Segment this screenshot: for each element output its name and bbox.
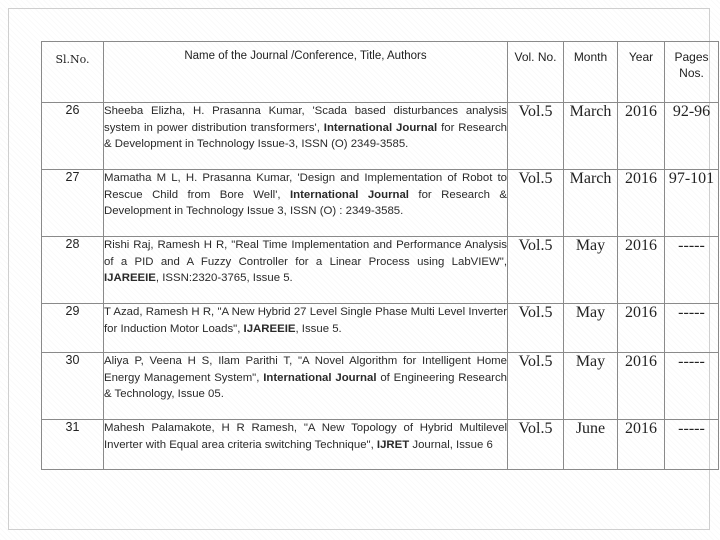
row-month: March xyxy=(564,170,618,237)
table-row xyxy=(42,353,719,420)
header-row xyxy=(42,42,719,103)
row-vol: Vol.5 xyxy=(508,353,564,420)
row-description xyxy=(104,420,508,470)
header-month: Month xyxy=(564,42,618,103)
row-pages: ----- xyxy=(665,237,719,304)
desc-text: T Azad, Ramesh H R, "A New Hybrid 27 Level Single Phase Multi Level Inverter for Induction Motor Loads", xyxy=(104,306,507,335)
header-sl-no: Sl.No. xyxy=(42,42,104,103)
row-year: 2016 xyxy=(618,420,665,470)
row-sl-no: 26 xyxy=(42,103,104,170)
row-month: March xyxy=(564,103,618,170)
table-row xyxy=(42,420,719,470)
header-year: Year xyxy=(618,42,665,103)
table-row xyxy=(42,304,719,353)
row-pages: ----- xyxy=(665,420,719,470)
row-pages: ----- xyxy=(665,353,719,420)
row-description xyxy=(104,237,508,304)
row-year: 2016 xyxy=(618,103,665,170)
row-description xyxy=(104,304,508,353)
row-year: 2016 xyxy=(618,304,665,353)
row-sl-no: 28 xyxy=(42,237,104,304)
row-pages: 97-101 xyxy=(665,170,719,237)
header-name: Name of the Journal /Conference, Title, Authors xyxy=(104,42,508,103)
row-vol: Vol.5 xyxy=(508,304,564,353)
row-vol: Vol.5 xyxy=(508,237,564,304)
desc-text: Mamatha M L, H. Prasanna Kumar, 'Design and Implementation of Robot to Rescue Child from Bore Well', xyxy=(104,172,507,201)
header-pages: Pages Nos. xyxy=(665,42,719,103)
desc-text: Rishi Raj, Ramesh H R, "Real Time Implementation and Performance Analysis of a PID and A Fuzzy Controller for a Linear Process using LabVIEW", xyxy=(104,239,507,268)
desc-text: Aliya P, Veena H S, Ilam Parithi T, "A Novel Algorithm for Intelligent Home Energy Management System", xyxy=(104,355,507,384)
table-row xyxy=(42,237,719,304)
row-year: 2016 xyxy=(618,170,665,237)
row-month: May xyxy=(564,237,618,304)
table-row xyxy=(42,170,719,237)
desc-text: Mahesh Palamakote, H R Ramesh, "A New Topology of Hybrid Multilevel Inverter with Equal area criteria switching Technique", xyxy=(104,422,507,451)
desc-text: Sheeba Elizha, H. Prasanna Kumar, 'Scada based disturbances analysis system in power distribution transformers', xyxy=(104,105,507,134)
row-pages: ----- xyxy=(665,304,719,353)
journal-name: IJAREEIE xyxy=(104,272,156,285)
row-description xyxy=(104,103,508,170)
desc-text-end: of Engineering Research & Technology, Issue 05. xyxy=(104,371,507,401)
journal-name: IJRET xyxy=(376,438,410,451)
row-vol: Vol.5 xyxy=(508,420,564,470)
journal-name: IJAREEIE xyxy=(243,322,296,335)
row-sl-no: 27 xyxy=(42,170,104,237)
row-vol: Vol.5 xyxy=(508,170,564,237)
desc-text-end: , Issue 5. xyxy=(295,322,342,335)
row-vol: Vol.5 xyxy=(508,103,564,170)
row-month: May xyxy=(564,353,618,420)
desc-text-end: Journal, Issue 6 xyxy=(409,438,493,451)
row-month: June xyxy=(564,420,618,470)
desc-text-end: for Research & Development in Technology Issue-3, ISSN (O) 2349-3585. xyxy=(104,121,508,151)
table-row xyxy=(42,103,719,170)
row-sl-no: 31 xyxy=(42,420,104,470)
desc-text-end: , ISSN:2320-3765, Issue 5. xyxy=(155,272,293,285)
journal-name: International Journal xyxy=(263,371,377,384)
row-year: 2016 xyxy=(618,237,665,304)
row-description xyxy=(104,170,508,237)
header-vol: Vol. No. xyxy=(508,42,564,103)
journal-name: International Journal xyxy=(323,121,438,134)
row-month: May xyxy=(564,304,618,353)
row-pages: 92-96 xyxy=(665,103,719,170)
journal-name: International Journal xyxy=(290,188,409,201)
row-description xyxy=(104,353,508,420)
desc-text-end: for Research & Development in Technology Issue 3, ISSN (O) : 2349-3585. xyxy=(104,188,507,218)
publications-table xyxy=(41,41,719,470)
row-year: 2016 xyxy=(618,353,665,420)
row-sl-no: 30 xyxy=(42,353,104,420)
row-sl-no: 29 xyxy=(42,304,104,353)
